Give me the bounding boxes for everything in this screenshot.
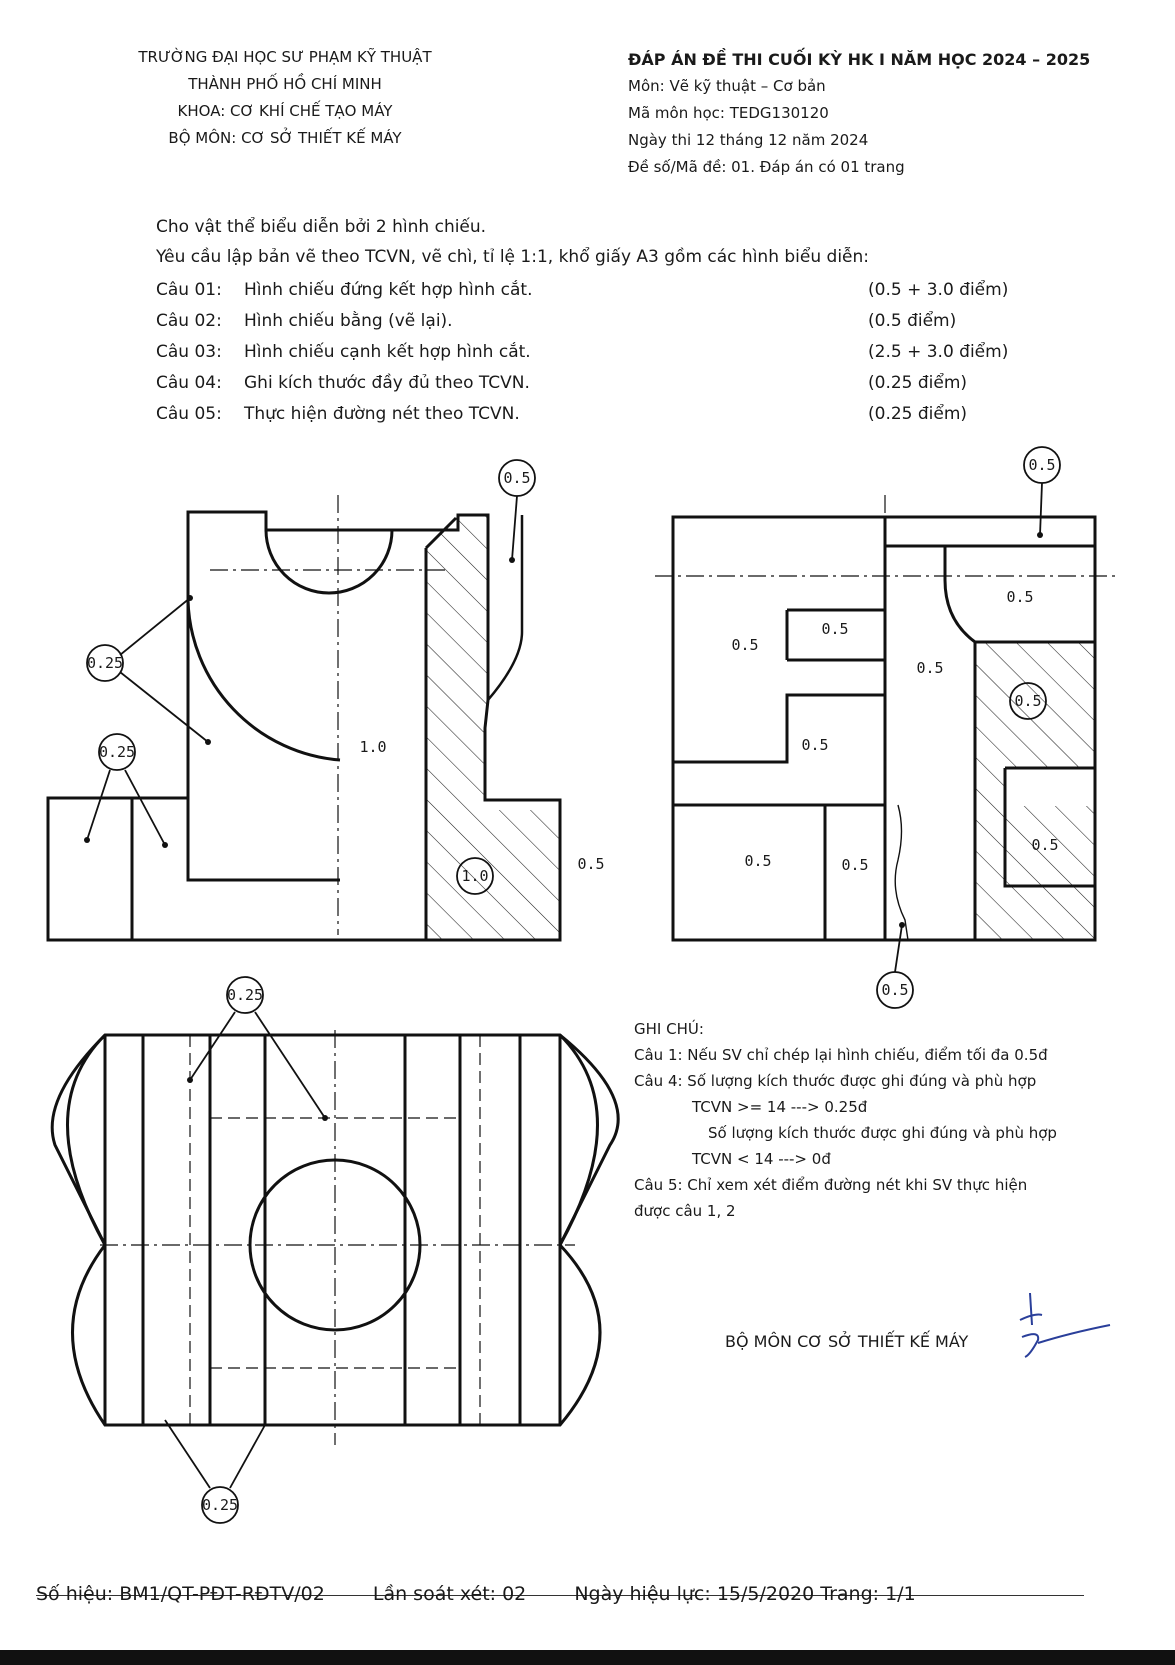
exam-title: ĐÁP ÁN ĐỀ THI CUỐI KỲ HK I NĂM HỌC 2024 – 2025 <box>628 50 1091 69</box>
footer <box>36 1583 916 1605</box>
subject-code: Mã môn học: TEDG130120 <box>628 104 829 122</box>
note-q4-b: TCVN >= 14 ---> 0.25đ <box>692 1098 868 1116</box>
side-hatch-circle-label: 0.5 <box>1014 692 1042 710</box>
city-name: THÀNH PHỐ HỒ CHÍ MINH <box>188 75 382 93</box>
signature <box>1010 1285 1120 1365</box>
question-number: Câu 01: <box>156 280 222 300</box>
points-5: (0.25 điểm) <box>868 404 968 424</box>
question-number: Câu 04: <box>156 373 222 393</box>
side-label-a: 0.5 <box>1006 588 1034 606</box>
note-q4-c: Số lượng kích thước được ghi đúng và phù hợp <box>708 1124 1057 1142</box>
exam-date: Ngày thi 12 tháng 12 năm 2024 <box>628 131 869 149</box>
front-semicircle <box>266 530 392 593</box>
side-section-hatch <box>975 642 1095 940</box>
side-label-h: 0.5 <box>841 856 869 874</box>
top-circle-bottom-label: 0.25 <box>201 1496 239 1514</box>
side-label-d: 0.5 <box>916 659 944 677</box>
top-notched-outline <box>45 1035 620 1425</box>
subject: Môn: Vẽ kỹ thuật – Cơ bản <box>628 77 826 95</box>
side-label-e: 0.5 <box>801 736 829 754</box>
exam-number: Đề số/Mã đề: 01. Đáp án có 01 trang <box>628 158 905 176</box>
scan-border <box>0 1650 1175 1665</box>
form-code: Số hiệu: BM1/QT-PĐT-RĐTV/02 <box>36 1583 325 1605</box>
side-label-b: 0.5 <box>821 620 849 638</box>
side-label-g: 0.5 <box>744 852 772 870</box>
question-text: Hình chiếu bằng (vẽ lại). <box>244 311 453 331</box>
question-number: Câu 05: <box>156 404 222 424</box>
side-view <box>673 517 1095 940</box>
question-number: Câu 03: <box>156 342 222 362</box>
front-center-label: 1.0 <box>359 738 387 756</box>
question-text: Ghi kích thước đầy đủ theo TCVN. <box>244 373 530 393</box>
notes-title: GHI CHÚ: <box>634 1020 704 1038</box>
side-label-c: 0.5 <box>731 636 759 654</box>
side-circle-bottom-label: 0.5 <box>881 981 909 999</box>
front-hatch-circle-label: 1.0 <box>461 867 489 885</box>
front-circle-left-upper-label: 0.25 <box>86 654 124 672</box>
front-circle-left-lower-label: 0.25 <box>98 743 136 761</box>
intro-line-2: Yêu cầu lập bản vẽ theo TCVN, vẽ chì, tỉ lệ 1:1, khổ giấy A3 gồm các hình biểu diễn: <box>156 247 870 267</box>
faculty-name: KHOA: CƠ KHÍ CHẾ TẠO MÁY <box>177 102 393 120</box>
department-name: BỘ MÔN: CƠ SỞ THIẾT KẾ MÁY <box>168 129 402 147</box>
points-3: (2.5 + 3.0 điểm) <box>868 342 1009 362</box>
note-q4-d: TCVN < 14 ---> 0đ <box>692 1150 831 1168</box>
revision: Lần soát xét: 02 <box>372 1583 527 1605</box>
note-q5-b: được câu 1, 2 <box>634 1202 736 1220</box>
question-number: Câu 02: <box>156 311 222 331</box>
side-circle-top-label: 0.5 <box>1028 456 1056 474</box>
school-name: TRƯỜNG ĐẠI HỌC SƯ PHẠM KỸ THUẬT <box>138 48 432 66</box>
points-4: (0.25 điểm) <box>868 373 968 393</box>
side-label-f: 0.5 <box>1031 836 1059 854</box>
question-text: Hình chiếu đứng kết hợp hình cắt. <box>244 280 533 300</box>
notes <box>634 1016 1154 1224</box>
points-1: (0.5 + 3.0 điểm) <box>868 280 1009 300</box>
note-q1: Câu 1: Nếu SV chỉ chép lại hình chiếu, điểm tối đa 0.5đ <box>634 1046 1048 1064</box>
top-circle-top-label: 0.25 <box>226 986 264 1004</box>
front-right-label: 0.5 <box>577 855 605 873</box>
department-signature-label: BỘ MÔN CƠ SỞ THIẾT KẾ MÁY <box>725 1332 969 1351</box>
question-text: Hình chiếu cạnh kết hợp hình cắt. <box>244 342 531 362</box>
intro-line-1: Cho vật thể biểu diễn bởi 2 hình chiếu. <box>156 217 487 237</box>
points-2: (0.5 điểm) <box>868 311 957 331</box>
effective-date: Ngày hiệu lực: 15/5/2020 Trang: 1/1 <box>574 1583 916 1605</box>
question-text: Thực hiện đường nét theo TCVN. <box>244 404 520 424</box>
note-q4-a: Câu 4: Số lượng kích thước được ghi đúng và phù hợp <box>634 1072 1037 1090</box>
note-q5-a: Câu 5: Chỉ xem xét điểm đường nét khi SV thực hiện <box>634 1176 1028 1194</box>
front-circle-top-label: 0.5 <box>503 469 531 487</box>
